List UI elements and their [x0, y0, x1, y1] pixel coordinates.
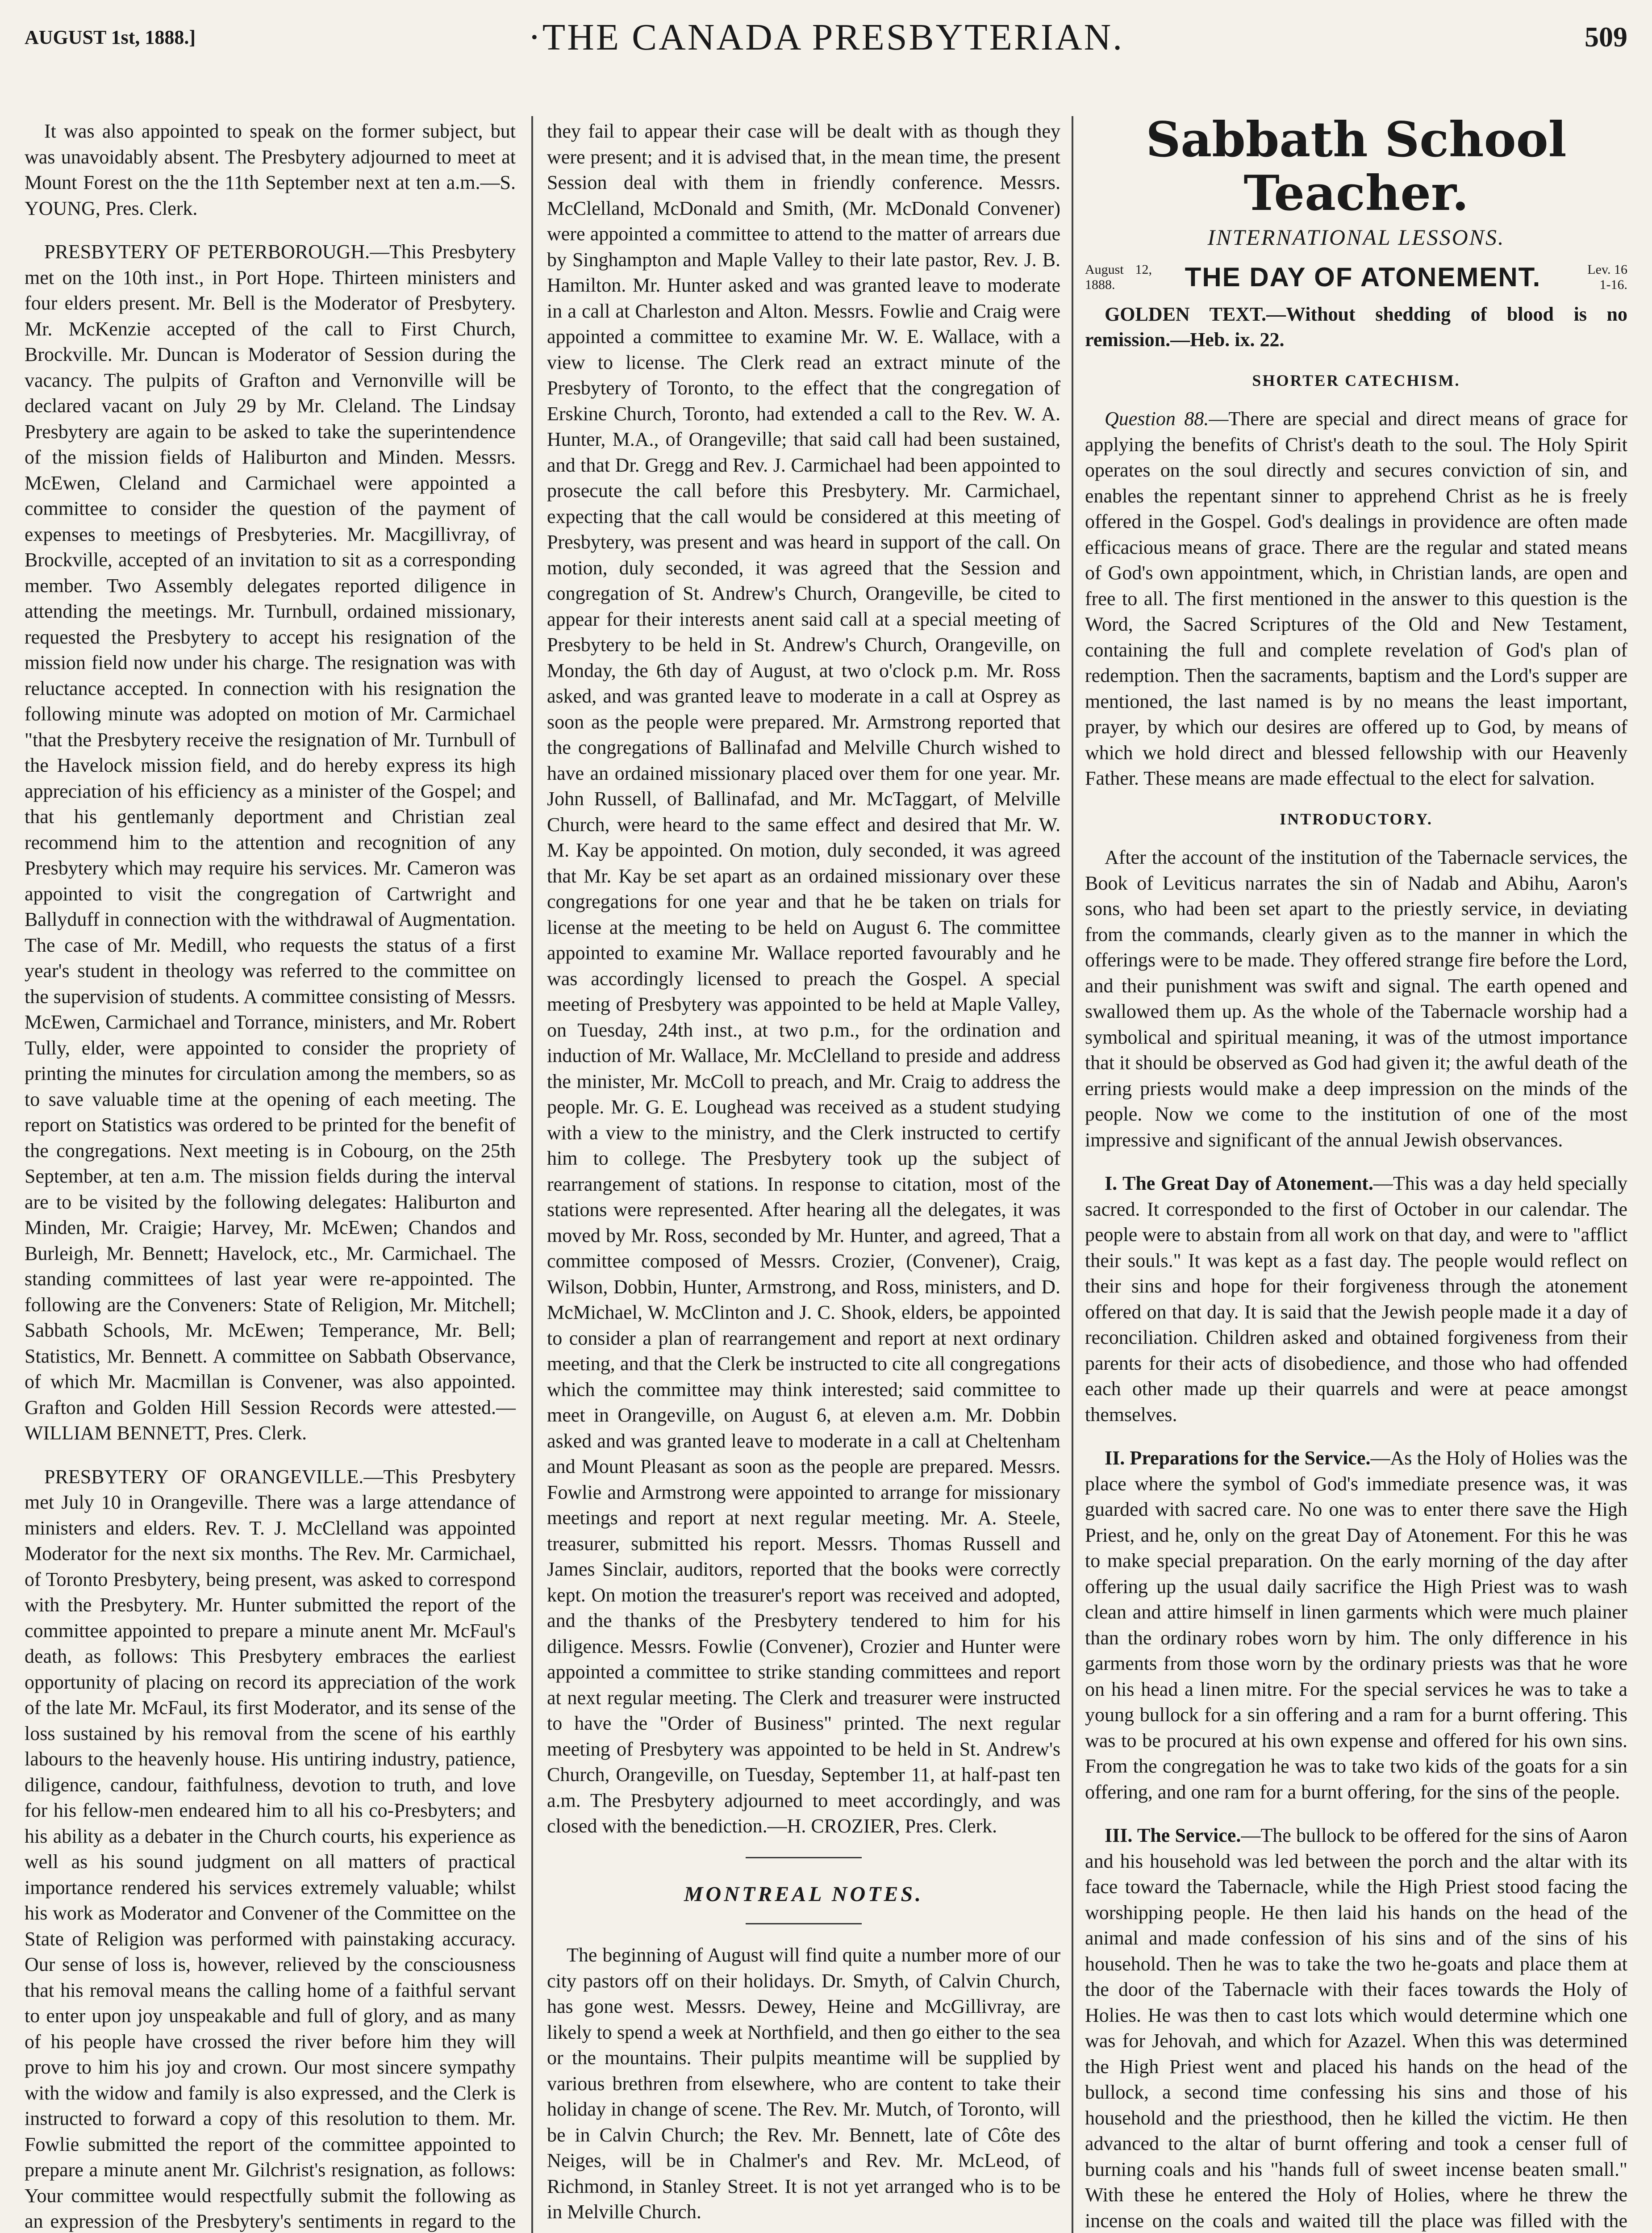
page-number: 509 [1585, 21, 1627, 53]
golden-text-body: —Without shedding of blood is no remission.—Heb. ix. 22. [1085, 303, 1627, 351]
issue-date: AUGUST 1st, 1888.] [25, 26, 196, 48]
masthead [25, 9, 1627, 58]
orangeville-heading: PRESBYTERY OF ORANGEVILLE. [44, 1465, 364, 1488]
section-2-heading: II. Preparations for the Service. [1105, 1447, 1371, 1469]
section-1-body: —This was a day held specially sacred. It corresponded to the first of October in our calendar. The people were to abstain from all work on that day, and were to "afflict their souls." It was kept as a fast day. The people would reflect on their sins and hope for their forgiveness through the atonement offered on that day. It is said that the Jewish people made it a day of reconciliation. Children asked and obtained forgiveness from their parents for their acts of disobedience, and those who had offended each other made up their quarrels and were at peace amongst themselves. [1085, 1172, 1627, 1426]
section-1-heading: I. The Great Day of Atonement. [1105, 1172, 1373, 1194]
orangeville-body: —This Presbytery met July 10 in Orangeville. There was a large attendance of ministers and elders. Rev. T. J. McClelland was appointed Moderator for the next six months. The Rev. Mr. Carmichael, of Toronto Presbytery, being present, was asked to correspond with the Presbytery. Mr. Hunter submitted the report of the committee appointed to prepare a minute anent Mr. McFaul's death, as follows: This Presbytery embraces the earliest opportunity of placing on record its appreciation of the work of the late Mr. McFaul, its first Moderator, and its sense of the loss sustained by his removal from the scene of his earthly labours to the heavenly house. His untiring industry, patience, diligence, candour, faithfulness, devotion to truth, and love for his fellow-men endeared him to all his co-Presbyters; and his ability as a debater in the Church courts, his experience as well as his sound judgment on all matters of practical importance rendered his services extremely valuable; whilst his work as Moderator and Convener of the Committee on the State of Religion was performed with painstaking accuracy. Our sense of loss is, however, relieved by the consciousness that his removal means the calling home of a faithful servant to enter upon joy unspeakable and full of glory, and as many of his people have crossed the river before him they will prove to him his joy and crown. Our most sincere sympathy with the widow and family is also expressed, and the Clerk is instructed to forward a copy of this resolution to them. Mr. Fowlie submitted the report of the committee appointed to prepare a minute anent Mr. Gilchrist's resignation, as follows: Your committee would respectfully submit the following as an expression of the Presbytery's sentiments in regard to the [25, 1465, 516, 2232]
report-ending: It was also appointed to speak on the former subject, but was unavoidably absent. The Presbytery adjourned to meet at Mount Forest on the the 11th September next at ten a.m.—S. YOUNG, Pres. Clerk. [25, 120, 516, 219]
montreal-notes-heading: MONTREAL NOTES. [684, 1882, 924, 1906]
lesson-reference: Lev. 16 1-16. [1587, 262, 1627, 292]
peterborough-report [25, 239, 516, 1446]
section-2-body: —As the Holy of Holies was the place where the symbol of God's immediate presence was, it was guarded with sacred care. No one was to enter there save the High Priest, and he, only on the great Day of Atonement. For this he was to make special preparation. On the early morning of the day after offering up the usual daily sacrifice the High Priest was to wash clean and attire himself in linen garments which were much plainer than the ordinary robes worn by him. The only difference in his garments from those worn by the ordinary priests was that he wore on his head a linen mitre. For the special services he was to take a young bullock for a sin offering and a ram for a burnt offering. This was to be procured at his own expense and offered for his own sins. From the congregation he was to take two kids of the goats for a sin offering, and one ram for a burnt offering, for the sins of the people. [1085, 1447, 1627, 1803]
section-preparations [1085, 1445, 1627, 1805]
section-rule [746, 1923, 862, 1924]
peterborough-heading: PRESBYTERY OF PETERBOROUGH. [44, 241, 370, 263]
lesson-title: THE DAY OF ATONEMENT. [1185, 262, 1541, 292]
column-divider [531, 116, 533, 2233]
lesson-date: August 12, 1888. [1085, 262, 1152, 292]
lesson-header [1085, 262, 1627, 293]
section-3-heading: III. The Service. [1105, 1824, 1241, 1846]
section-great-day [1085, 1171, 1627, 1427]
orangeville-continued: they fail to appear their case will be dealt with as though they were present; and it is advised that, in the mean time, the present Session deal with them in friendly conference. Messrs. McClelland, McDonald and Smith, (Mr. McDonald Convener) were appointed a committee to attend to the matter of arrears due by Singhampton and Maple Valley to their late pastor, Rev. J. B. Hamilton. Mr. Hunter asked and was granted leave to moderate in a call at Charleston and Alton. Messrs. Fowlie and Craig were appointed a committee to examine Mr. W. E. Wallace, with a view to license. The Clerk read an extract minute of the Presbytery of Toronto, to the effect that the congregation of Erskine Church, Toronto, had extended a call to the Rev. W. A. Hunter, M.A., of Orangeville; that said call had been sustained, and that Dr. Gregg and Rev. J. Carmichael had been appointed to prosecute the call before this Presbytery. Mr. Carmichael, expecting that the call would be considered at this meeting of Presbytery, was present and was heard in support of the call. On motion, duly seconded, it was agreed that the Session and congregation of St. Andrew's Church, Orangeville, be cited to appear for their interests anent said call at a special meeting of Presbytery to be held in St. Andrew's Church, Orangeville, on Monday, the 6th day of August, at two o'clock p.m. Mr. Ross asked, and was granted leave to moderate in a call at Osprey as soon as the people were prepared. Mr. Armstrong reported that the congregations of Ballinafad and Melville Church wished to have an ordained missionary placed over them for one year. Mr. John Russell, of Ballinafad, and Mr. McTaggart, of Melville Church, were heard to the same effect and desired that Mr. W. M. Kay be appointed. On motion, duly seconded, it was agreed that Mr. Kay be set apart as an ordained missionary over these congregations for one year and that he be taken on trials for license at the meeting to be held on August 6. The committee appointed to examine Mr. Wallace reported favourably and he was accordingly licensed to preach the Gospel. A special meeting of Presbytery was appointed to be held at Maple Valley, on Tuesday, 24th inst., at two p.m., for the ordination and induction of Mr. Wallace, Mr. McClelland to preside and address the minister, Mr. McColl to preach, and Mr. Craig to address the people. Mr. G. E. Loughead was received as a student studying with a view to the ministry, and the Clerk instructed to certify him to college. The Presbytery took up the subject of rearrangement of stations. In response to citation, most of the stations were represented. After hearing all the delegates, it was moved by Mr. Ross, seconded by Mr. Hunter, and agreed, That a committee composed of Messrs. Crozier, (Convener), Craig, Wilson, Dobbin, Hunter, Armstrong, and Ross, ministers, and D. McMichael, W. McClinton and J. C. Shook, elders, be appointed to consider a plan of rearrangement and report at next ordinary meeting, and that the Clerk be instructed to cite all congregations which the committee may think interested; said committee to meet in Orangeville, on August 6, at eleven a.m. Mr. Dobbin asked and was granted leave to moderate in a call at Cheltenham and Mount Pleasant as soon as the people are prepared. Messrs. Fowlie and Armstrong were appointed to arrange for missionary meetings and report at next regular meeting. Mr. A. Steele, treasurer, submitted his report. Messrs. Thomas Russell and James Sinclair, auditors, reported that the books were correctly kept. On motion the treasurer's report was received and adopted, and the thanks of the Presbytery tendered to him for his diligence. Messrs. Fowlie (Convener), Crozier and Hunter were appointed a committee to strike standing committees and report at next regular meeting. The Clerk and treasurer were instructed to have the "Order of Business" printed. The next regular meeting of Presbytery was appointed to be held in St. Andrew's Church, Orangeville, on Tuesday, September 11, at half-past ten a.m. The Presbytery adjourned to meet accordingly, and was closed with the benediction.—H. CROZIER, Pres. Clerk. [547, 120, 1060, 1837]
golden-text [1085, 301, 1627, 353]
orangeville-report [25, 1464, 516, 2233]
international-lessons-subtitle: INTERNATIONAL LESSONS. [1207, 225, 1505, 250]
column-divider [1072, 116, 1073, 2233]
column-presbytery-reports [25, 118, 516, 2233]
section-3-body: —The bullock to be offered for the sins of Aaron and his household was led between the porch and the altar with its face toward the Tabernacle, while the High Priest stood facing the worshipping people. He then laid his hands on the head of the animal and made confession of his sins and of the sins of his household. Then he was to take the two he-goats and place them at the door of the Tabernacle with their faces towards the Holy of Holies. He was then to cast lots which would determine which one was for Jehovah, and which for Azazel. When this was determined the High Priest went and placed his hands on the head of the bullock, a second time confessing his sins and those of his household and the priesthood, then he killed the victim. He then advanced to the altar of burnt offering and took a censer full of burning coals and his "hands full of sweet incense beaten small." With these he entered the Holy of Holies, where he threw the incense on the coals and waited till the place was filled with the [1085, 1824, 1628, 2232]
sabbath-school-title: Sabbath School Teacher. [1146, 112, 1567, 222]
montreal-para-1: The beginning of August will find quite a number more of our city pastors off on their holidays. Dr. Smyth, of Calvin Church, has gone west. Messrs. Dewey, Heine and McGillivray, are likely to spend a week at Northfield, and then go either to the sea or the mountains. Their pulpits meantime will be supplied by various brethren from elsewhere, who are content to take their holiday in change of scene. The Rev. Mr. Mutch, of Toronto, will be in Calvin Church; the Rev. Mr. Bennett, late of Côte des Neiges, will be in Chalmer's and Rev. Mr. McLeod, of Richmond, in Stanley Street. It is not yet arranged who is to be in Melville Church. [547, 1944, 1060, 2223]
question-body: —There are special and direct means of grace for applying the benefits of Christ's death to the soul. The Holy Spirit operates on the soul directly and secures conviction of sin, and enables the repentant sinner to apprehend Christ as he is freely offered in the Gospel. God's dealings in providence are often made efficacious means of grace. There are the regular and stated means of God's own appointment, which, in Christian lands, are open and free to all. The first mentioned in the answer to this question is the Word, the Sacred Scriptures of the Old and New Testament, containing the full and complete revelation of God's plan of redemption. Then the sacraments, baptism and the Lord's supper are mentioned, the last named is by no means the least important, prayer, by which our desires are offered up to God, by means of which we hold direct and blessed fellowship with our Heavenly Father. These means are made effectual to the elect for salvation. [1085, 408, 1627, 789]
column-continued-montreal [547, 118, 1060, 2233]
column-sabbath-school [1085, 112, 1628, 2233]
catechism-question [1085, 406, 1627, 791]
question-label: Question 88. [1105, 408, 1209, 430]
catechism-heading: SHORTER CATECHISM. [1252, 371, 1460, 389]
introductory-heading: INTRODUCTORY. [1280, 810, 1433, 828]
peterborough-body: —This Presbytery met on the 10th inst., in Port Hope. Thirteen ministers and four elders present. Mr. Bell is the Moderator of Presbytery. Mr. McKenzie accepted of the call to First Church, Brockville. Mr. Duncan is Moderator of Session during the vacancy. The pulpits of Grafton and Vernonville will be declared vacant on July 29 by Mr. Cleland. The Lindsay Presbytery are again to be asked to take the superintendence of the mission fields of Haliburton and Minden. Messrs. McEwen, Cleland and Carmichael were appointed a committee to consider the question of the payment of expenses to meetings of Presbyteries. Mr. Macgillivray, of Brockville, accepted of an invitation to sit as a corresponding member. Two Assembly delegates reported diligence in attending the meetings. Mr. Turnbull, ordained missionary, requested the Presbytery to accept his resignation of the mission field now under his charge. The resignation was with reluctance accepted. In connection with his resignation the following minute was adopted on motion of Mr. Carmichael "that the Presbytery receive the resignation of Mr. Turnbull of the Havelock mission field, and do hereby express its high appreciation of his efficiency as a minister of the Gospel; and that his gentlemanly deportment and Christian zeal recommend him to the attention and recognition of any Presbytery which may require his services. Mr. Cameron was appointed to visit the congregation of Cartwright and Ballyduff in connection with the withdrawal of Augmentation. The case of Mr. Medill, who requests the status of a first year's student in theology was referred to the committee on the supervision of students. A committee consisting of Messrs. McEwen, Carmichael and Torrance, ministers, and Mr. Robert Tully, elder, were appointed to consider the propriety of printing the minutes for circulation among the members, so as to save valuable time at the opening of each meeting. The report on Statistics was ordered to be printed for the benefit of the congregations. Next meeting is in Cobourg, on the 25th September, at ten a.m. The mission fields during the interval are to be visited by the following delegates: Haliburton and Minden, Mr. Craigie; Harvey, Mr. McEwen; Chandos and Burleigh, Mr. Bennett; Havelock, etc., Mr. Carmichael. The standing committees of last year were re-appointed. The following are the Conveners: State of Religion, Mr. Mitchell; Sabbath Schools, Mr. McEwen; Temperance, Mr. Bell; Statistics, Mr. Bennett. A committee on Sabbath Observance, of which Mr. Macmillan is Convener, was also appointed. Grafton and Golden Hill Session Records were attested.—WILLIAM BENNETT, Pres. Clerk. [25, 241, 516, 1444]
section-service [1085, 1823, 1627, 2233]
golden-text-label: GOLDEN TEXT. [1105, 303, 1267, 325]
introductory-text: After the account of the institution of the Tabernacle services, the Book of Leviticus narrates the sin of Nadab and Abihu, Aaron's sons, who had been set apart to the priestly service, in deviating from the commands, clearly given as to the manner in which the offerings were to be made. They offered strange fire before the Lord, and their punishment was swift and signal. The earth opened and swallowed them up. As the whole of the Tabernacle worship had a symbolical and spiritual meaning, it was of the utmost importance that it should be observed as God had given it; the awful death of the erring priests would make a deep impression on the minds of the people. Now we come to the institution of one of the most impressive and significant of the annual Jewish observances. [1085, 846, 1627, 1151]
newspaper-title: ·THE CANADA PRESBYTERIAN. [528, 17, 1124, 58]
section-rule [746, 1857, 862, 1858]
